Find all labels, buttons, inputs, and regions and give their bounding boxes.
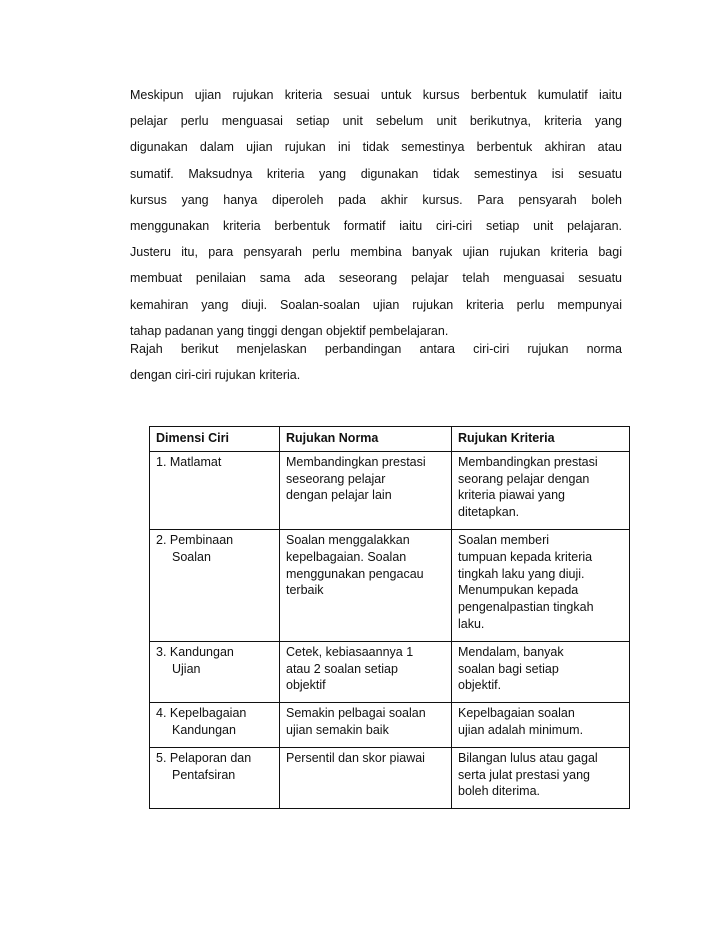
header-dimensi-ciri: Dimensi Ciri	[150, 427, 280, 452]
cell-dimensi-ciri	[150, 747, 280, 808]
cell-rujukan-kriteria	[452, 451, 630, 529]
cell-dimensi-ciri	[150, 451, 280, 529]
cell-text-line: kriteria piawai yang	[458, 488, 565, 503]
cell-text-line: laku.	[458, 616, 485, 631]
cell-text-line: soalan bagi setiap	[458, 661, 559, 676]
cell-text-line: 2. Pembinaan	[156, 532, 234, 547]
header-rujukan-norma: Rujukan Norma	[280, 427, 452, 452]
cell-text-line: Semakin pelbagai soalan	[286, 706, 426, 721]
cell-rujukan-kriteria	[452, 703, 630, 748]
cell-text-line: Soalan memberi	[458, 532, 550, 547]
text-line: membuat penilaian sama ada seseorang pelajar telah menguasai sesuatu	[130, 271, 622, 286]
text-line: digunakan dalam ujian rujukan ini tidak semestinya berbentuk akhiran atau	[130, 140, 622, 155]
table-row	[150, 641, 630, 702]
cell-text-line: ujian adalah minimum.	[458, 722, 584, 737]
cell-text-line: Membandingkan prestasi	[286, 454, 426, 469]
cell-rujukan-kriteria	[452, 529, 630, 641]
table-header-row	[150, 427, 630, 452]
text-line: dengan ciri-ciri rujukan kriteria.	[130, 368, 301, 383]
cell-text-line: Mendalam, banyak	[458, 644, 564, 659]
cell-dimensi-ciri	[150, 529, 280, 641]
cell-text-line: Bilangan lulus atau gagal	[458, 750, 598, 765]
cell-text-line: 1. Matlamat	[156, 454, 222, 469]
paragraph-criteria-explanation	[130, 82, 622, 344]
cell-rujukan-norma	[280, 703, 452, 748]
table-row	[150, 703, 630, 748]
table-row	[150, 451, 630, 529]
text-line: sumatif. Maksudnya kriteria yang digunakan tidak semestinya isi sesuatu	[130, 166, 622, 181]
cell-text-line: Soalan menggalakkan	[286, 532, 410, 547]
cell-text-line: Membandingkan prestasi	[458, 454, 598, 469]
cell-text-line: objektif	[286, 678, 326, 693]
text-line: tahap padanan yang tinggi dengan objektif pembelajaran.	[130, 323, 449, 338]
cell-rujukan-norma	[280, 747, 452, 808]
cell-text-line: Ujian	[172, 661, 201, 676]
cell-rujukan-norma	[280, 529, 452, 641]
cell-text-line: 4. Kepelbagaian	[156, 706, 247, 721]
cell-text-line: terbaik	[286, 583, 324, 598]
cell-text-line: ditetapkan.	[458, 505, 520, 520]
cell-text-line: Cetek, kebiasaannya 1	[286, 644, 414, 659]
cell-text-line: tingkah laku yang diuji.	[458, 566, 585, 581]
comparison-table	[149, 426, 630, 809]
cell-text-line: Pentafsiran	[172, 767, 236, 782]
cell-text-line: ujian semakin baik	[286, 722, 389, 737]
cell-rujukan-kriteria	[452, 641, 630, 702]
cell-text-line: atau 2 soalan setiap	[286, 661, 398, 676]
cell-text-line: Menumpukan kepada	[458, 583, 579, 598]
cell-text-line: menggunakan pengacau	[286, 566, 424, 581]
text-line: Justeru itu, para pensyarah perlu membina banyak ujian rujukan kriteria bagi	[130, 245, 622, 260]
header-rujukan-kriteria: Rujukan Kriteria	[452, 427, 630, 452]
cell-rujukan-norma	[280, 451, 452, 529]
cell-text-line: Kandungan	[172, 722, 236, 737]
text-line: kemahiran yang diuji. Soalan-soalan ujian rujukan kriteria perlu mempunyai	[130, 297, 622, 312]
cell-text-line: boleh diterima.	[458, 784, 540, 799]
cell-text-line: seorang pelajar dengan	[458, 471, 590, 486]
cell-dimensi-ciri	[150, 703, 280, 748]
cell-text-line: kepelbagaian. Soalan	[286, 549, 407, 564]
cell-dimensi-ciri	[150, 641, 280, 702]
table-row	[150, 747, 630, 808]
paragraph-figure-intro	[130, 336, 622, 388]
cell-text-line: Soalan	[172, 549, 211, 564]
cell-text-line: Persentil dan skor piawai	[286, 750, 425, 765]
cell-text-line: serta julat prestasi yang	[458, 767, 591, 782]
cell-text-line: 3. Kandungan	[156, 644, 234, 659]
text-line: menggunakan kriteria berbentuk formatif iaitu ciri-ciri setiap unit pelajaran.	[130, 219, 622, 234]
cell-text-line: 5. Pelaporan dan	[156, 750, 252, 765]
table-body	[150, 451, 630, 808]
cell-text-line: tumpuan kepada kriteria	[458, 549, 593, 564]
cell-text-line: dengan pelajar lain	[286, 488, 392, 503]
cell-rujukan-kriteria	[452, 747, 630, 808]
cell-text-line: seseorang pelajar	[286, 471, 386, 486]
cell-text-line: Kepelbagaian soalan	[458, 706, 575, 721]
text-line: Meskipun ujian rujukan kriteria sesuai untuk kursus berbentuk kumulatif iaitu	[130, 88, 622, 102]
text-line: Rajah berikut menjelaskan perbandingan antara ciri-ciri rujukan norma	[130, 342, 622, 356]
cell-text-line: objektif.	[458, 678, 502, 693]
text-line: pelajar perlu menguasai setiap unit sebelum unit berikutnya, kriteria yang	[130, 114, 622, 129]
text-line: kursus yang hanya diperoleh pada akhir kursus. Para pensyarah boleh	[130, 192, 622, 207]
cell-text-line: pengenalpastian tingkah	[458, 600, 594, 615]
cell-rujukan-norma	[280, 641, 452, 702]
table-row	[150, 529, 630, 641]
